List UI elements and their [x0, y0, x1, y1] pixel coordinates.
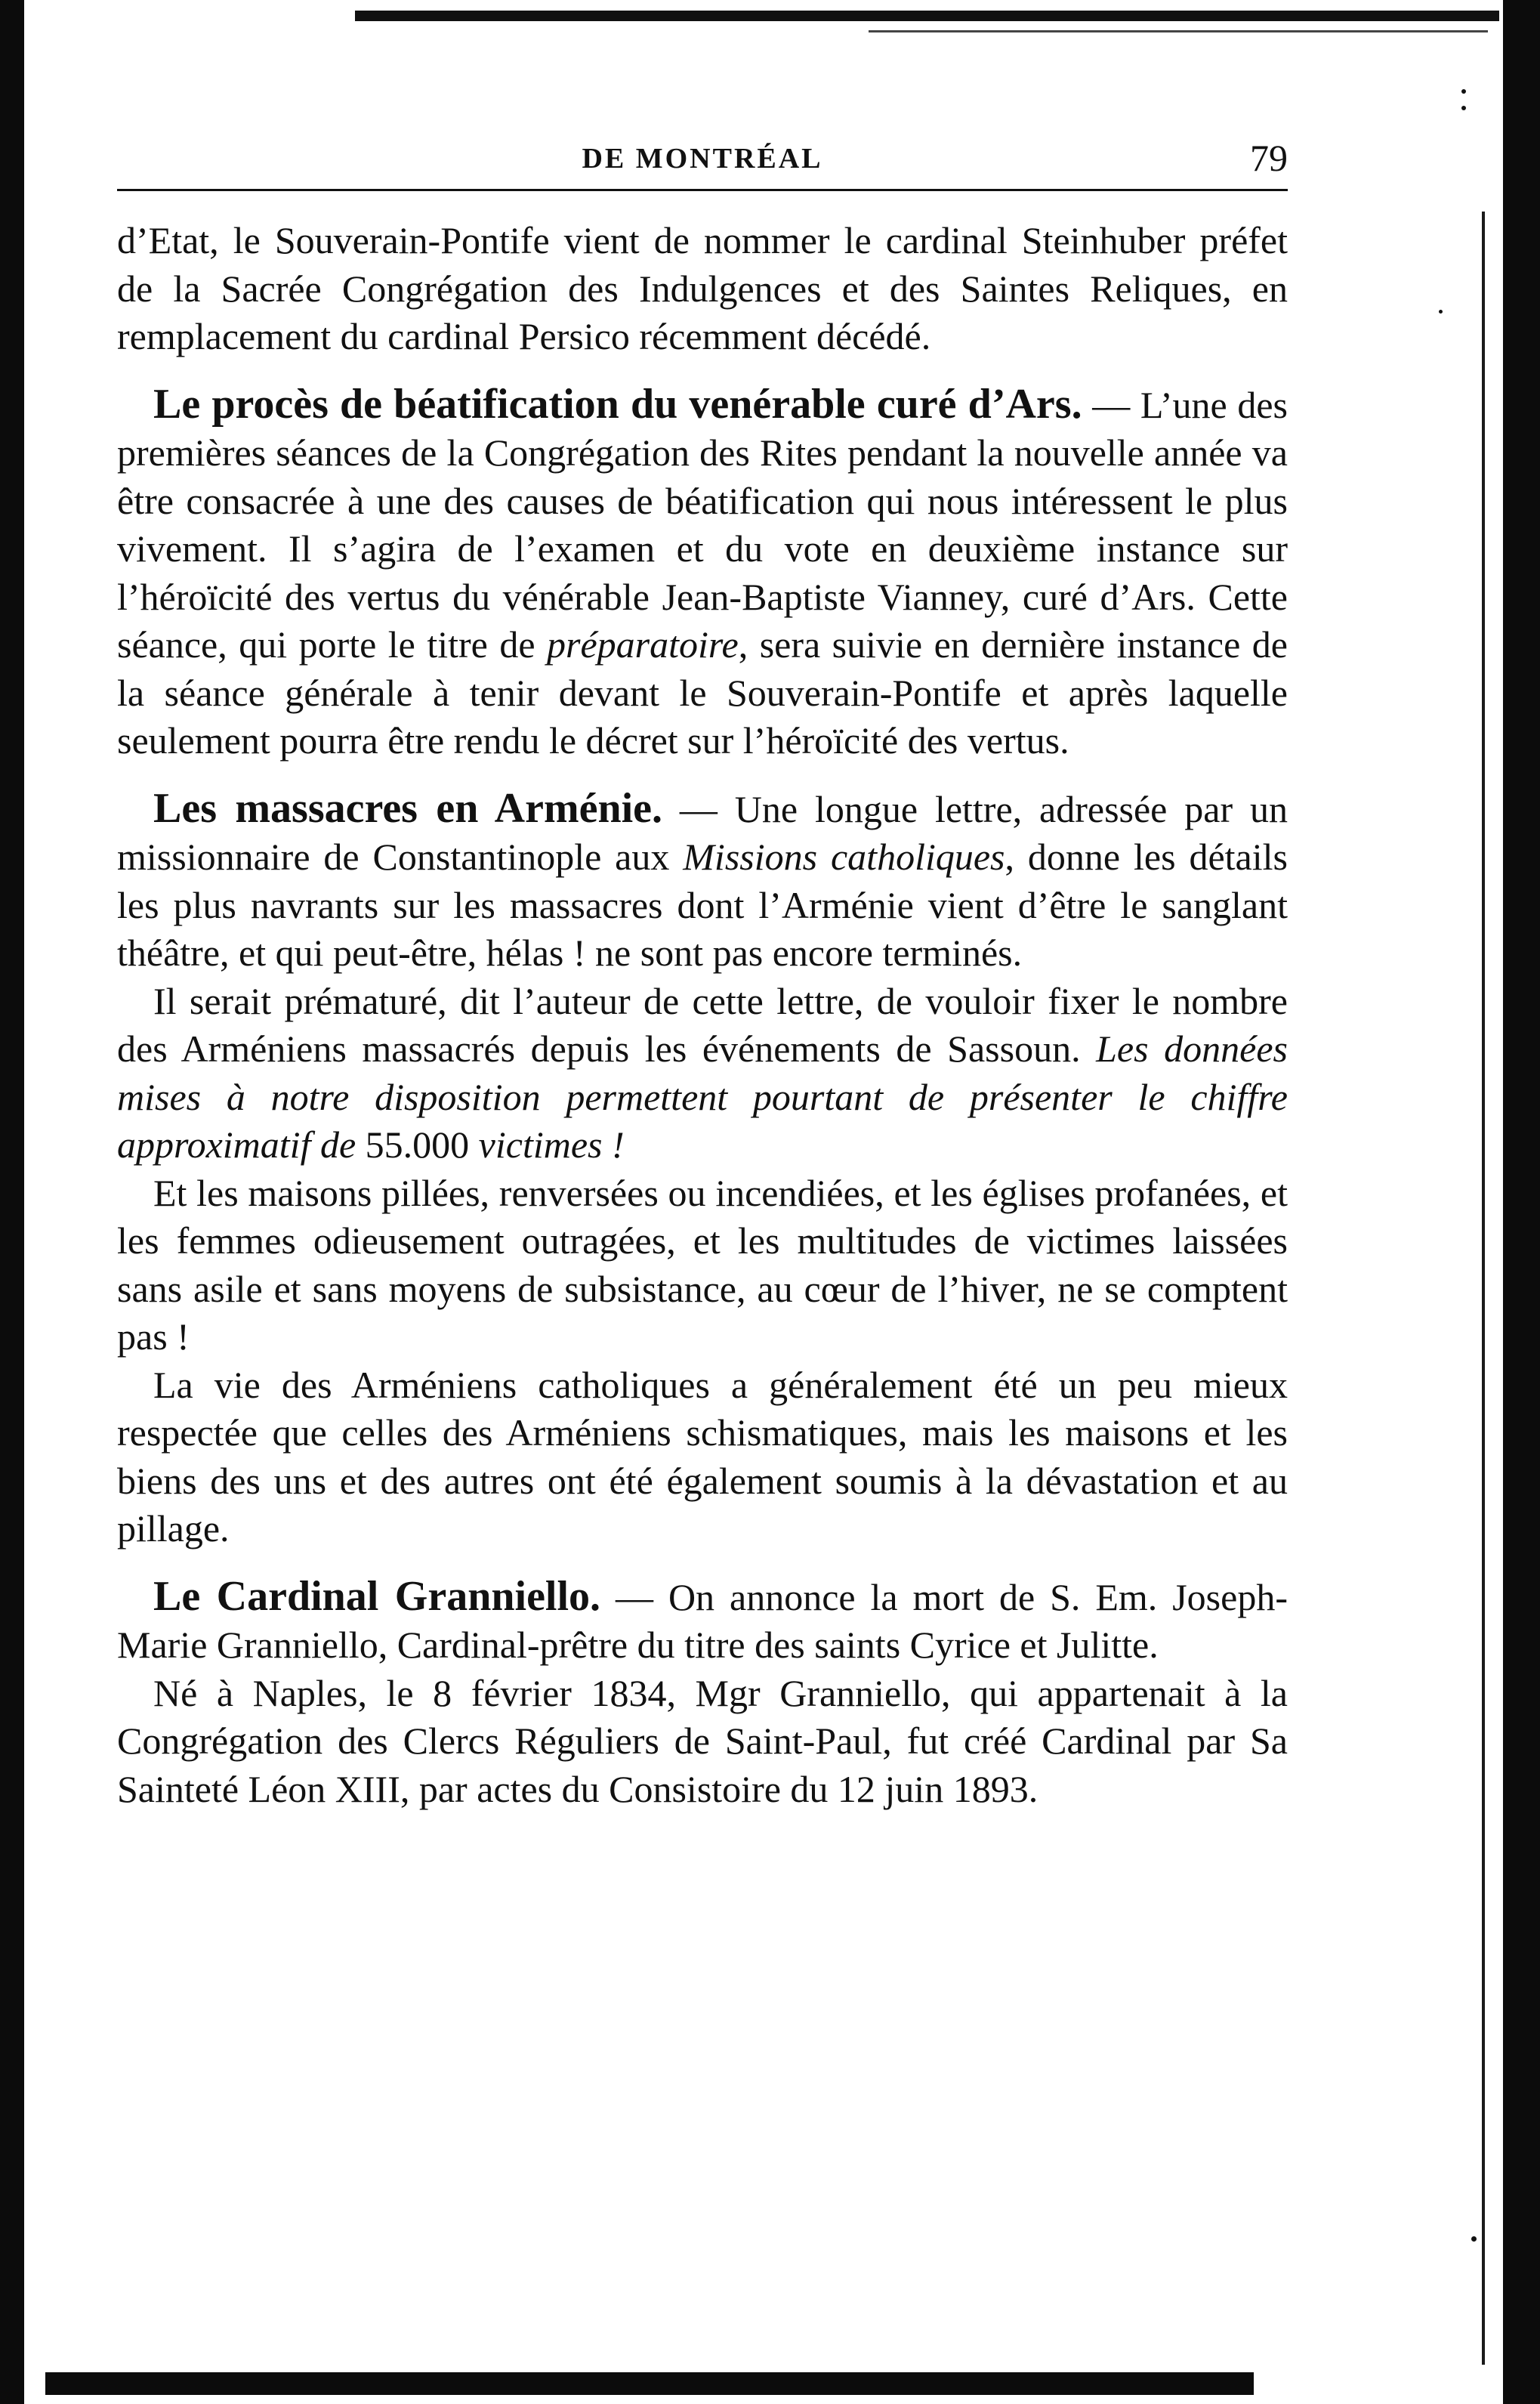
victim-count: 55.000 [356, 1123, 479, 1166]
paragraph: Né à Naples, le 8 février 1834, Mgr Granniello, qui appartenait à la Congrégation des Clercs Réguliers de Saint-Paul, fut créé Cardinal par Sa Sainteté Léon XIII, par actes du Consistoire du 12 juin 1893. [117, 1671, 1288, 1810]
section-heading-armenie: Les massacres en Arménie. [153, 784, 663, 832]
scan-page-edge [1482, 212, 1485, 2365]
scan-top-rule [869, 30, 1488, 32]
section-granniello [117, 1573, 1288, 1670]
section-text: , sera suivie en dernière instance de la séance générale à tenir devant le Souverain-Pontife et après laquelle seulement pourra être rendu le décret sur l’héroïcité des vertus. [117, 623, 1288, 762]
article-body [117, 217, 1288, 1813]
italic-term: préparatoire [547, 623, 739, 666]
paragraph [117, 978, 1288, 1170]
scan-bottom-border [45, 2372, 1254, 2395]
scan-right-border [1503, 0, 1540, 2404]
paragraph-text: Il serait prématuré, dit l’auteur de cette lettre, de vouloir fixer le nombre des Arméniens massacrés depuis les événements de Sassoun. [117, 979, 1288, 1070]
running-head: DE MONTRÉAL [582, 143, 823, 175]
section-text: , donne les détails les plus navrants sur les massacres dont l’Arménie vient d’être le sanglant théâtre, et qui peut-être, hélas ! ne sont pas encore terminés. [117, 836, 1288, 974]
scan-speck [1471, 2236, 1477, 2242]
section-heading-granniello: Le Cardinal Granniello. [153, 1572, 601, 1620]
section-heading-ars: Le procès de béatification du venérable curé d’Ars. [153, 380, 1082, 428]
section-text: — L’une des premières séances de la Congrégation des Rites pendant la nouvelle année va être consacrée à une des causes de béatification qui nous intéressent le plus vivement. Il s’agira de l’examen et du vote en deuxième instance sur l’héroïcité des vertus du vénérable Jean-Baptiste Vianney, curé d’Ars. Cette séance, qui porte le titre de [117, 383, 1288, 666]
italic-quote: victimes ! [478, 1123, 625, 1166]
book-page [117, 128, 1288, 1813]
section-text: — Une longue lettre, adressée par un missionnaire de Constantinople aux [117, 787, 1288, 878]
paragraph-continuation: d’Etat, le Souverain-Pontife vient de nommer le cardinal Steinhuber préfet de la Sacrée Congrégation des Indulgences et des Saintes Reliques, en remplacement du cardinal Persico récemment décédé. [117, 219, 1288, 357]
section-text: — On annonce la mort de S. Em. Joseph-Marie Granniello, Cardinal-prêtre du titre des saints Cyrice et Julitte. [117, 1575, 1288, 1666]
paragraph: Et les maisons pillées, renversées ou incendiées, et les églises profanées, et les femmes odieusement outragées, et les multitudes de victimes laissées sans asile et sans moyens de subsistance, au cœur de l’hiver, ne se comptent pas ! [117, 1171, 1288, 1358]
italic-term: Missions catholiques [683, 836, 1005, 878]
paragraph: La vie des Arméniens catholiques a généralement été un peu mieux respectée que celles des Arméniens schismatiques, mais les maisons et les biens des uns et des autres ont été également soumis à la dévastation et au pillage. [117, 1363, 1288, 1550]
scan-speck [1461, 89, 1466, 94]
page-header [117, 128, 1288, 191]
section-ars [117, 381, 1288, 765]
scan-speck [1461, 106, 1466, 110]
section-armenie [117, 785, 1288, 978]
scan-speck [1439, 310, 1443, 314]
scan-left-border [0, 0, 24, 2404]
scan-top-border [355, 11, 1499, 21]
italic-quote: Les données mises à notre disposition permettent pourtant de présenter le chiffre approximatif de [117, 1027, 1288, 1166]
page-number: 79 [1250, 137, 1288, 179]
